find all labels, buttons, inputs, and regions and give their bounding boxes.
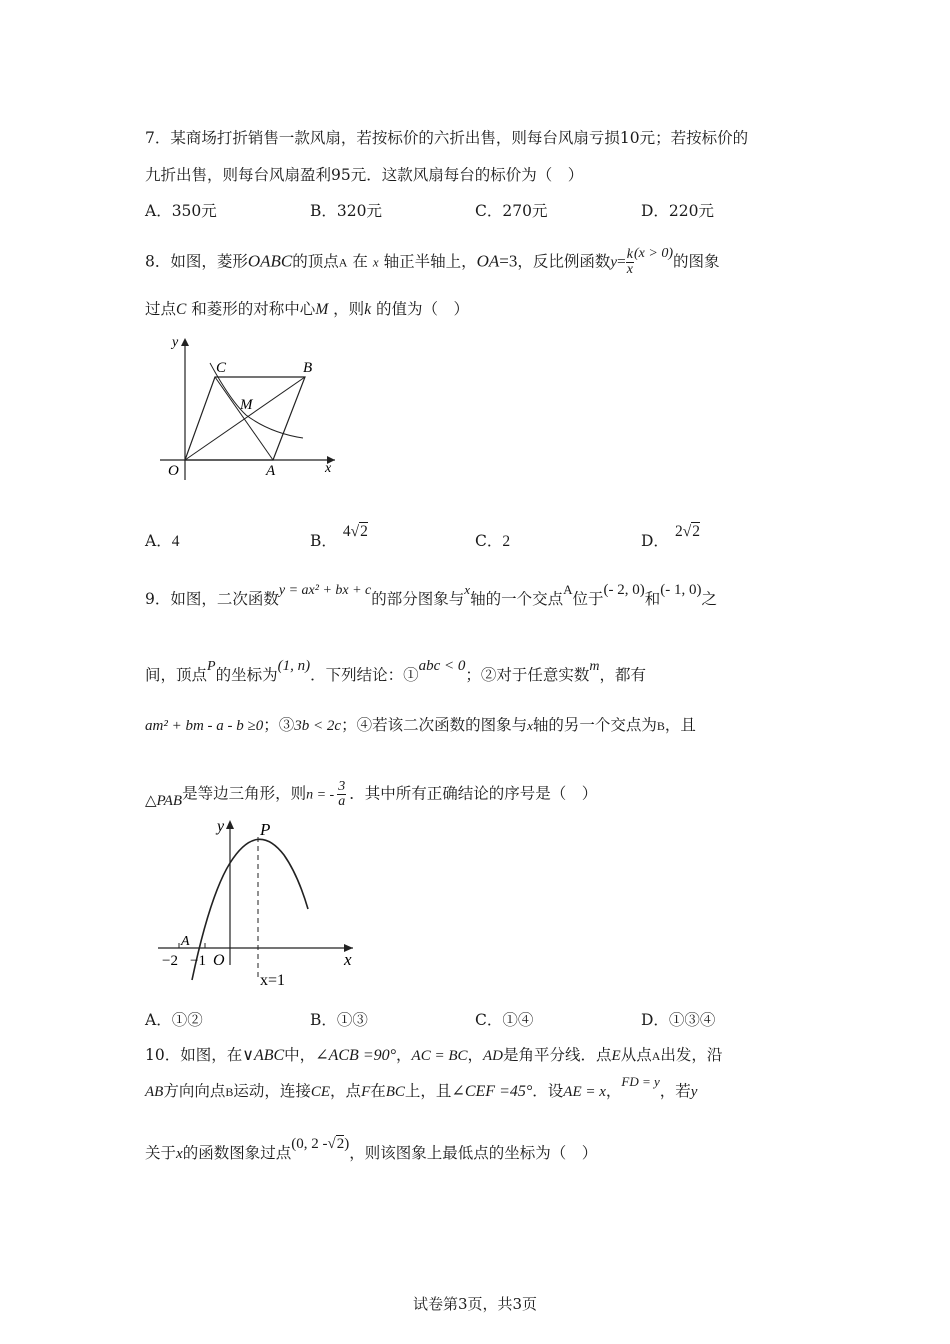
q9-option-b: B．①③ [310, 1011, 368, 1029]
figure-label-a: A [266, 463, 276, 479]
figure-label-minus-two: −2 [162, 953, 178, 969]
q8-line-2: 过点C 和菱形的对称中心M ，则k 的值为（ ） [145, 300, 470, 318]
figure-label-c: C [216, 360, 227, 376]
y-axis-arrow [181, 338, 189, 346]
q9-option-d: D．①③④ [641, 1011, 716, 1029]
figure-label-m: M [240, 397, 253, 413]
figure-label-minus-one: −1 [190, 953, 206, 969]
q7-line-2: 九折出售，则每台风扇盈利95元．这款风扇每台的标价为（ ） [145, 166, 584, 184]
figure-label-o: O [168, 463, 179, 479]
q8-option-a: A．4 [145, 532, 180, 550]
q7-option-b: B．320元 [310, 202, 382, 220]
q7-option-a: A．350元 [145, 202, 217, 220]
q8-line-1: 8．如图，菱形OABC的顶点A 在 x 轴正半轴上，OA=3，反比例函数y= $\frac{k}{x}$ (x > 0)的图象 [145, 245, 720, 277]
parabola-curve [192, 839, 308, 980]
figure-label-y: y [217, 818, 225, 835]
q10-line-2: AB方向向点B运动，连接CE，点F在BC上，且∠CEF =45°．设AE = x，$^{FD = y}$，若y [145, 1074, 698, 1100]
figure-label-y: y [172, 335, 179, 350]
three-over-a-fraction: $\frac{3}{a}$ [338, 779, 346, 809]
figure-label-a: A [181, 934, 190, 949]
q7-option-d: D．220元 [641, 202, 715, 220]
y-axis-arrow [226, 820, 234, 829]
q9-option-c: C．①④ [475, 1011, 534, 1029]
figure-label-o: O [213, 952, 225, 969]
q8-option-d: D．2√2 [641, 523, 700, 550]
q8-option-b: B．4√2 [310, 523, 368, 550]
rhombus-figure [150, 330, 350, 485]
q10-line-3: 关于x的函数图象过点(0, 2 -√2)，则该图象上最低点的坐标为（ ） [145, 1136, 598, 1162]
q8-option-c: C．2 [475, 532, 511, 550]
q10-line-1: 10．如图，在∨ABC中，∠ACB =90°，AC = BC，AD是角平分线．点E从点A出发，沿 [145, 1046, 723, 1064]
q9-line-3: am² + bm - a - b ≥0；③3b < 2c；④若该二次函数的图象与x轴的另一个交点为B，且 [145, 716, 696, 734]
figure-label-p: P [260, 820, 271, 839]
q9-option-a: A．①② [145, 1011, 203, 1029]
diagonal-ca [215, 377, 273, 460]
page-footer: 试卷第3页，共3页 [412, 1295, 538, 1313]
q7-option-c: C．270元 [475, 202, 548, 220]
figure-label-axis-x-equals-1: x=1 [260, 972, 286, 989]
q9-line-1: 9．如图，二次函数y = ax² + bx + c的部分图象与$^x$轴的一个交点$^A$位于(- 2, 0)和(- 1, 0)之 [145, 582, 718, 608]
figure-label-x: x [344, 950, 352, 969]
k-over-x-fraction: $\frac{k}{x}$ [626, 247, 633, 277]
q7-line-1: 7．某商场打折销售一款风扇，若按标价的六折出售，则每台风扇亏损10元；若按标价的 [145, 129, 749, 147]
parabola-figure [150, 815, 370, 990]
q9-line-4: △PAB是等边三角形，则n = - $\frac{3}{a}$ ．其中所有正确结论的序号是（ ） [145, 779, 598, 809]
figure-label-x: x [325, 461, 332, 476]
diagonal-ob [185, 377, 305, 460]
q9-line-2: 间，顶点P的坐标为(1, n)．下列结论：①abc < 0；②对于任意实数m，都有 [145, 658, 647, 684]
figure-label-b: B [303, 360, 313, 376]
